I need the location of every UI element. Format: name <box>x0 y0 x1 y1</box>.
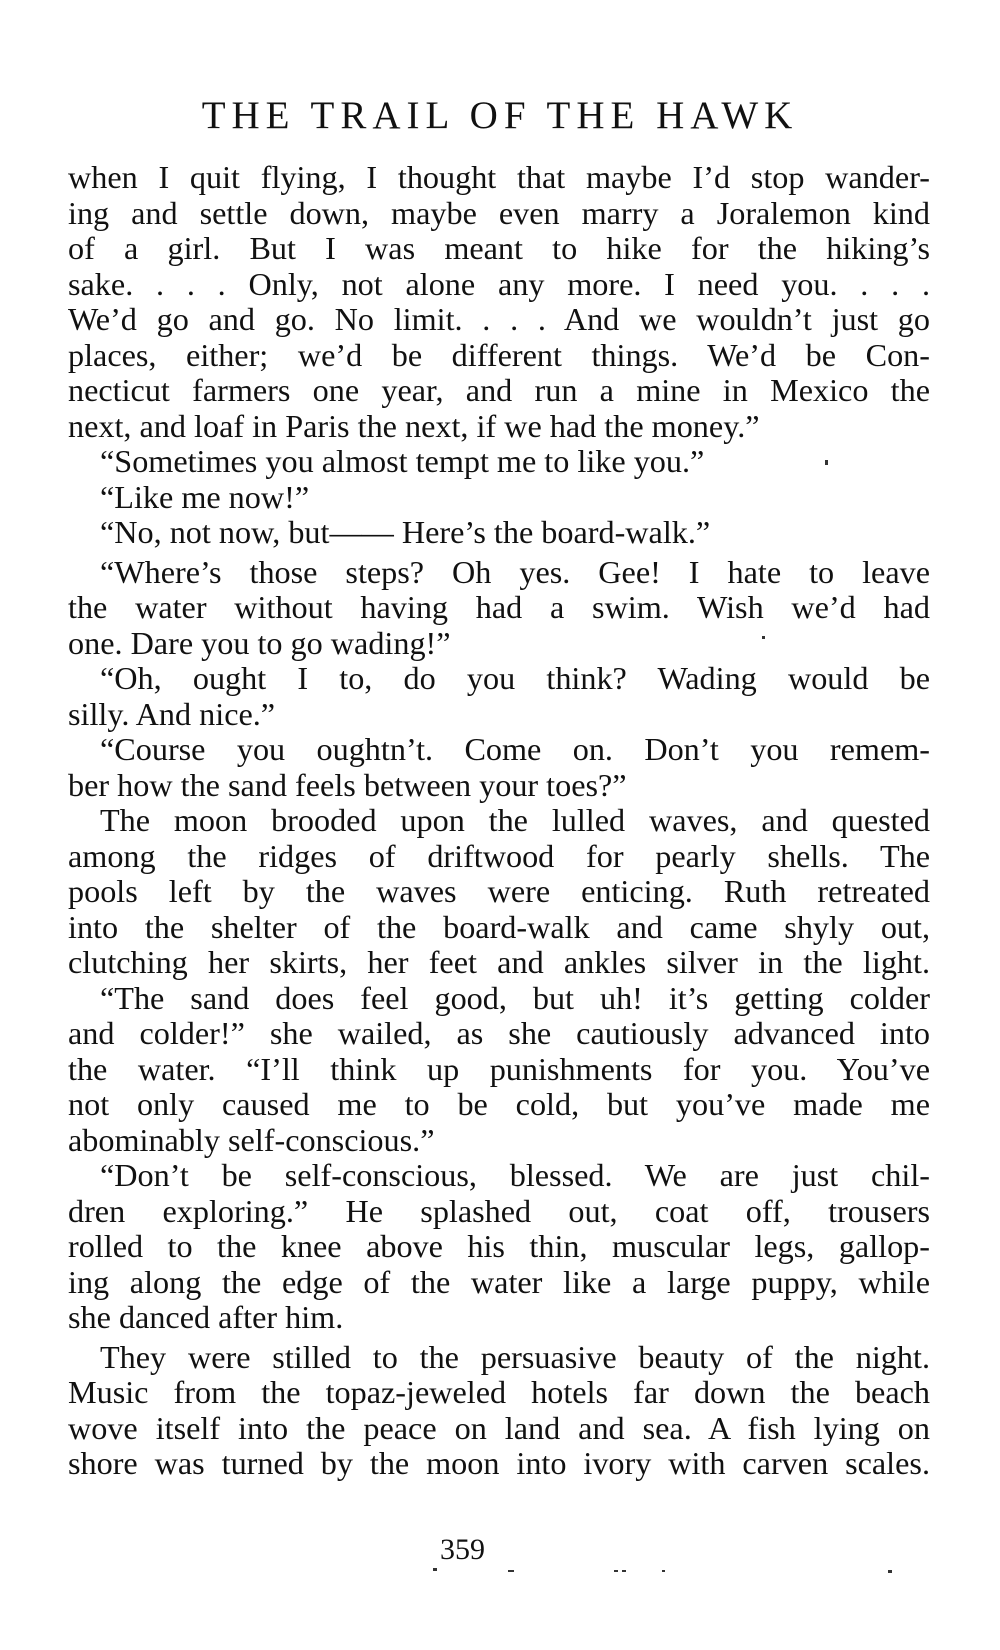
text-line: shore was turned by the moon into ivory with carven scales. <box>68 1445 930 1481</box>
text-line: one. Dare you to go wading!” <box>68 624 451 661</box>
text-line: “No, not now, but—— Here’s the board-walk.” <box>100 514 711 550</box>
text-line: “Don’t be self-conscious, blessed. We are just chil- <box>100 1157 930 1193</box>
text-line: of a girl. But I was meant to hike for the hiking’s <box>68 230 930 266</box>
text-line: The moon brooded upon the lulled waves, and quested <box>100 802 930 838</box>
text-line: the water. “I’ll think up punishments for you. You’ve <box>68 1050 930 1087</box>
text-line: she danced after him. <box>68 1299 344 1335</box>
print-speck <box>433 1568 437 1571</box>
text-line: They were stilled to the persuasive beauty of the night. <box>100 1338 930 1375</box>
text-line: “Course you oughtn’t. Come on. Don’t you remem- <box>100 731 930 767</box>
text-line: silly. And nice.” <box>68 695 276 732</box>
text-line: when I quit flying, I thought that maybe I’d stop wander- <box>68 159 930 195</box>
body-text <box>68 160 930 1482</box>
text-line: “Where’s those steps? Oh yes. Gee! I hate to leave <box>100 553 930 590</box>
print-speck <box>662 1570 665 1572</box>
text-line: ing along the edge of the water like a large puppy, while <box>68 1263 930 1300</box>
text-line: among the ridges of driftwood for pearly shells. The <box>68 837 930 874</box>
text-line: “Like me now!” <box>100 478 310 515</box>
text-line: ing and settle down, maybe even marry a Joralemon kind <box>68 194 930 231</box>
text-line: ber how the sand feels between your toes?” <box>68 766 627 803</box>
text-line: Music from the topaz-jeweled hotels far down the beach <box>68 1374 930 1410</box>
text-line: clutching her skirts, her feet and ankles silver in the light. <box>68 944 930 980</box>
text-line: into the shelter of the board-walk and came shyly out, <box>68 908 930 945</box>
text-line: rolled to the knee above his thin, muscular legs, gallop- <box>68 1228 930 1264</box>
text-line: “The sand does feel good, but uh! it’s getting colder <box>100 979 930 1016</box>
print-speck <box>622 1570 626 1572</box>
text-line: necticut farmers one year, and run a mine in Mexico the <box>68 372 930 408</box>
text-line: dren exploring.” He splashed out, coat off, trousers <box>68 1192 930 1229</box>
text-line: We’d go and go. No limit. . . . And we wouldn’t just go <box>68 301 930 337</box>
running-head: THE TRAIL OF THE HAWK <box>201 94 799 137</box>
print-speck <box>825 460 828 465</box>
text-line: abominably self-conscious.” <box>68 1121 435 1158</box>
text-line: not only caused me to be cold, but you’ve made me <box>68 1086 930 1122</box>
text-line: the water without having had a swim. Wish we’d had <box>68 589 930 625</box>
text-line: “Sometimes you almost tempt me to like you.” <box>100 443 705 479</box>
text-line: sake. . . . Only, not alone any more. I need you. . . . <box>68 265 930 302</box>
print-speck <box>762 636 765 639</box>
text-line: “Oh, ought I to, do you think? Wading would be <box>100 660 930 696</box>
print-speck <box>888 1570 892 1573</box>
text-line: places, either; we’d be different things. We’d be Con- <box>68 336 930 373</box>
text-line: and colder!” she wailed, as she cautiously advanced into <box>68 1015 930 1051</box>
text-line: next, and loaf in Paris the next, if we had the money.” <box>68 407 760 444</box>
page-number: 359 <box>440 1533 485 1566</box>
text-line: pools left by the waves were enticing. Ruth retreated <box>68 873 930 909</box>
print-speck <box>614 1570 618 1572</box>
print-speck <box>508 1570 514 1572</box>
text-line: wove itself into the peace on land and sea. A fish lying on <box>68 1409 930 1446</box>
